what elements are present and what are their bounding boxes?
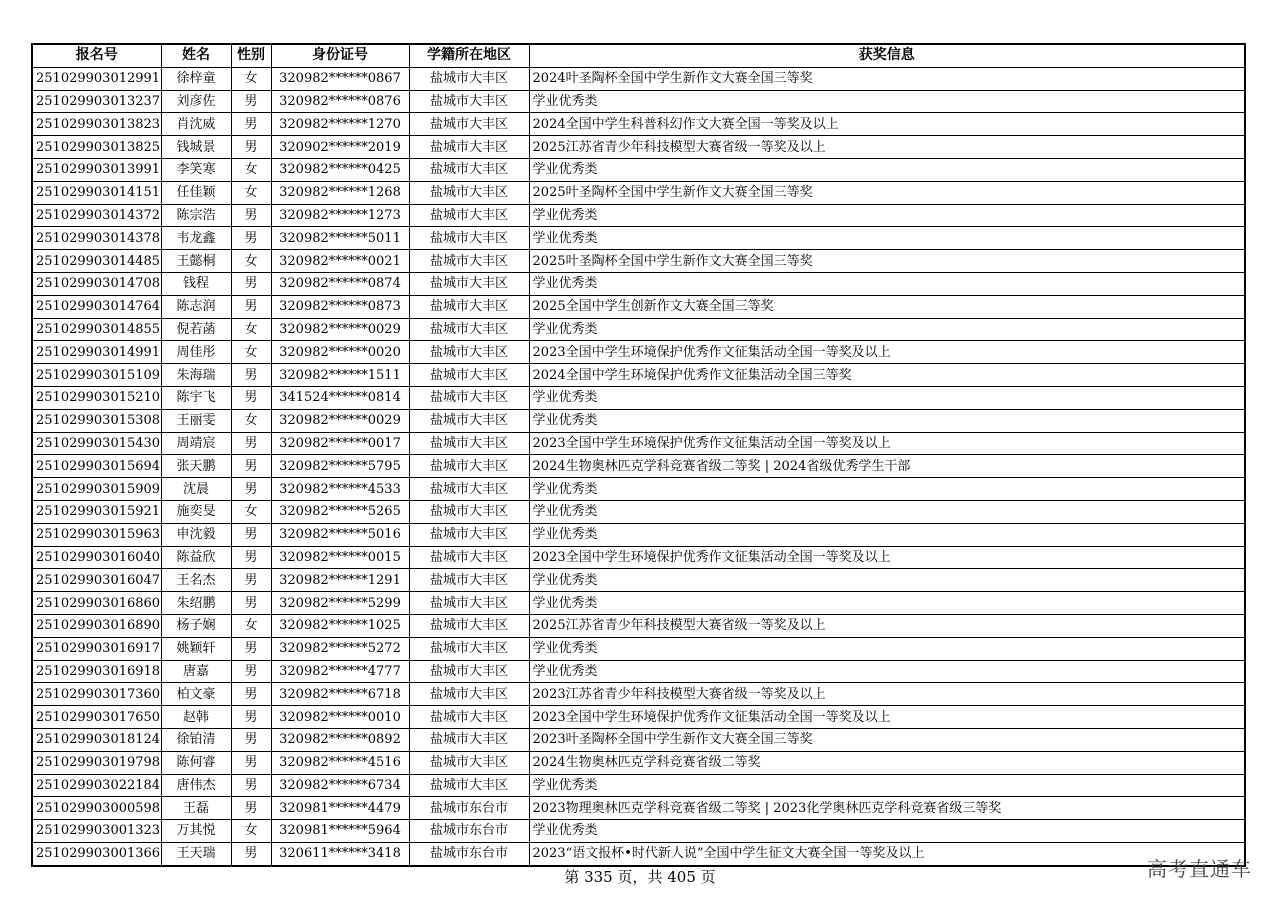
table-row — [32, 683, 1245, 706]
cell-id-number: 320982******5272 — [271, 637, 409, 660]
header-id-number: 身份证号 — [271, 44, 409, 67]
table-row — [32, 318, 1245, 341]
cell-award-info: 2023物理奥林匹克学科竞赛省级二等奖 | 2023化学奥林匹克学科竞赛省级三等奖 — [529, 797, 1245, 820]
cell-name: 朱绍鹏 — [161, 592, 231, 615]
cell-registration-no: 251029903015430 — [32, 432, 161, 455]
cell-registration-no: 251029903015909 — [32, 478, 161, 501]
cell-id-number: 320982******5016 — [271, 523, 409, 546]
cell-registration-no: 251029903017650 — [32, 706, 161, 729]
cell-gender: 男 — [231, 842, 271, 865]
cell-region: 盐城市大丰区 — [409, 774, 529, 797]
cell-gender: 男 — [231, 295, 271, 318]
cell-region: 盐城市大丰区 — [409, 227, 529, 250]
cell-award-info: 2024全国中学生科普科幻作文大赛全国一等奖及以上 — [529, 113, 1245, 136]
cell-region: 盐城市东台市 — [409, 820, 529, 843]
cell-gender: 女 — [231, 820, 271, 843]
cell-id-number: 320982******4533 — [271, 478, 409, 501]
cell-registration-no: 251029903015308 — [32, 409, 161, 432]
cell-award-info: 2025江苏省青少年科技模型大赛省级一等奖及以上 — [529, 136, 1245, 159]
page-number-footer: 第 335 页，共 405 页 — [564, 868, 716, 886]
cell-id-number: 320902******2019 — [271, 136, 409, 159]
cell-registration-no: 251029903018124 — [32, 728, 161, 751]
table-row — [32, 136, 1245, 159]
cell-registration-no: 251029903014485 — [32, 250, 161, 273]
cell-region: 盐城市大丰区 — [409, 181, 529, 204]
cell-gender: 男 — [231, 637, 271, 660]
cell-award-info: 2023全国中学生环境保护优秀作文征集活动全国一等奖及以上 — [529, 432, 1245, 455]
cell-id-number: 320982******0425 — [271, 158, 409, 181]
table-row — [32, 614, 1245, 637]
cell-award-info: 2023叶圣陶杯全国中学生新作文大赛全国三等奖 — [529, 728, 1245, 751]
cell-id-number: 320982******0874 — [271, 272, 409, 295]
cell-registration-no: 251029903016047 — [32, 569, 161, 592]
cell-gender: 男 — [231, 660, 271, 683]
table-row — [32, 500, 1245, 523]
cell-gender: 男 — [231, 751, 271, 774]
cell-award-info: 2024生物奥林匹克学科竞赛省级二等奖 | 2024省级优秀学生干部 — [529, 455, 1245, 478]
cell-region: 盐城市大丰区 — [409, 592, 529, 615]
cell-region: 盐城市大丰区 — [409, 683, 529, 706]
cell-registration-no: 251029903001323 — [32, 820, 161, 843]
cell-region: 盐城市大丰区 — [409, 204, 529, 227]
cell-region: 盐城市大丰区 — [409, 455, 529, 478]
cell-gender: 男 — [231, 227, 271, 250]
cell-region: 盐城市大丰区 — [409, 546, 529, 569]
cell-id-number: 320982******0029 — [271, 409, 409, 432]
cell-name: 陈何睿 — [161, 751, 231, 774]
cell-award-info: 学业优秀类 — [529, 204, 1245, 227]
cell-name: 陈益欣 — [161, 546, 231, 569]
cell-name: 肖沈威 — [161, 113, 231, 136]
cell-region: 盐城市大丰区 — [409, 432, 529, 455]
cell-name: 王名杰 — [161, 569, 231, 592]
cell-gender: 男 — [231, 569, 271, 592]
table-row — [32, 158, 1245, 181]
cell-region: 盐城市大丰区 — [409, 706, 529, 729]
cell-registration-no: 251029903014991 — [32, 341, 161, 364]
cell-gender: 男 — [231, 797, 271, 820]
cell-gender: 男 — [231, 728, 271, 751]
cell-registration-no: 251029903022184 — [32, 774, 161, 797]
cell-region: 盐城市大丰区 — [409, 523, 529, 546]
cell-award-info: 学业优秀类 — [529, 90, 1245, 113]
cell-id-number: 320982******1270 — [271, 113, 409, 136]
cell-name: 唐嘉 — [161, 660, 231, 683]
cell-registration-no: 251029903000598 — [32, 797, 161, 820]
cell-registration-no: 251029903014708 — [32, 272, 161, 295]
cell-id-number: 320982******0021 — [271, 250, 409, 273]
cell-registration-no: 251029903013825 — [32, 136, 161, 159]
cell-name: 王丽雯 — [161, 409, 231, 432]
cell-registration-no: 251029903016890 — [32, 614, 161, 637]
cell-name: 姚颖轩 — [161, 637, 231, 660]
cell-name: 赵韩 — [161, 706, 231, 729]
cell-id-number: 320982******0017 — [271, 432, 409, 455]
cell-region: 盐城市大丰区 — [409, 295, 529, 318]
cell-name: 唐伟杰 — [161, 774, 231, 797]
cell-region: 盐城市大丰区 — [409, 341, 529, 364]
header-registration-no: 报名号 — [32, 44, 161, 67]
cell-award-info: 2025叶圣陶杯全国中学生新作文大赛全国三等奖 — [529, 250, 1245, 273]
cell-region: 盐城市大丰区 — [409, 500, 529, 523]
cell-name: 韦龙鑫 — [161, 227, 231, 250]
cell-region: 盐城市大丰区 — [409, 90, 529, 113]
cell-registration-no: 251029903014378 — [32, 227, 161, 250]
table-row — [32, 341, 1245, 364]
cell-award-info: 2023全国中学生环境保护优秀作文征集活动全国一等奖及以上 — [529, 706, 1245, 729]
cell-name: 倪若菡 — [161, 318, 231, 341]
cell-registration-no: 251029903016917 — [32, 637, 161, 660]
cell-award-info: 学业优秀类 — [529, 569, 1245, 592]
cell-name: 朱海瑞 — [161, 364, 231, 387]
awards-table — [31, 43, 1246, 867]
cell-gender: 女 — [231, 67, 271, 90]
cell-gender: 女 — [231, 250, 271, 273]
cell-id-number: 320982******5265 — [271, 500, 409, 523]
cell-id-number: 320982******0873 — [271, 295, 409, 318]
cell-id-number: 320982******1025 — [271, 614, 409, 637]
cell-id-number: 320611******3418 — [271, 842, 409, 865]
cell-award-info: 学业优秀类 — [529, 660, 1245, 683]
header-gender: 性别 — [231, 44, 271, 67]
table-row — [32, 455, 1245, 478]
cell-registration-no: 251029903015210 — [32, 386, 161, 409]
table-row — [32, 706, 1245, 729]
table-row — [32, 113, 1245, 136]
cell-gender: 女 — [231, 158, 271, 181]
cell-award-info: 学业优秀类 — [529, 318, 1245, 341]
cell-name: 柏文豪 — [161, 683, 231, 706]
table-row — [32, 181, 1245, 204]
cell-id-number: 320982******0020 — [271, 341, 409, 364]
header-name: 姓名 — [161, 44, 231, 67]
cell-award-info: 学业优秀类 — [529, 227, 1245, 250]
cell-registration-no: 251029903014151 — [32, 181, 161, 204]
table-row — [32, 227, 1245, 250]
cell-region: 盐城市大丰区 — [409, 728, 529, 751]
cell-gender: 男 — [231, 455, 271, 478]
table-row — [32, 250, 1245, 273]
cell-award-info: 学业优秀类 — [529, 409, 1245, 432]
cell-region: 盐城市大丰区 — [409, 569, 529, 592]
table-row — [32, 660, 1245, 683]
cell-gender: 男 — [231, 478, 271, 501]
cell-id-number: 341524******0814 — [271, 386, 409, 409]
cell-gender: 男 — [231, 364, 271, 387]
cell-region: 盐城市大丰区 — [409, 158, 529, 181]
cell-region: 盐城市大丰区 — [409, 637, 529, 660]
cell-award-info: 学业优秀类 — [529, 158, 1245, 181]
cell-id-number: 320982******4516 — [271, 751, 409, 774]
cell-registration-no: 251029903016860 — [32, 592, 161, 615]
cell-name: 王天瑞 — [161, 842, 231, 865]
cell-registration-no: 251029903001366 — [32, 842, 161, 865]
cell-gender: 男 — [231, 90, 271, 113]
watermark-text: 高考直通车 — [1147, 857, 1252, 881]
cell-registration-no: 251029903017360 — [32, 683, 161, 706]
cell-gender: 女 — [231, 614, 271, 637]
header-award-info: 获奖信息 — [529, 44, 1245, 67]
cell-name: 陈宗浩 — [161, 204, 231, 227]
cell-region: 盐城市大丰区 — [409, 409, 529, 432]
cell-region: 盐城市大丰区 — [409, 386, 529, 409]
cell-award-info: 2024生物奥林匹克学科竞赛省级二等奖 — [529, 751, 1245, 774]
cell-name: 陈志润 — [161, 295, 231, 318]
cell-registration-no: 251029903014764 — [32, 295, 161, 318]
cell-name: 申沈毅 — [161, 523, 231, 546]
cell-registration-no: 251029903013237 — [32, 90, 161, 113]
cell-registration-no: 251029903012991 — [32, 67, 161, 90]
cell-name: 王磊 — [161, 797, 231, 820]
cell-award-info: 2025全国中学生创新作文大赛全国三等奖 — [529, 295, 1245, 318]
cell-region: 盐城市大丰区 — [409, 751, 529, 774]
cell-name: 王懿桐 — [161, 250, 231, 273]
cell-gender: 女 — [231, 341, 271, 364]
cell-registration-no: 251029903014372 — [32, 204, 161, 227]
cell-gender: 男 — [231, 546, 271, 569]
cell-id-number: 320981******4479 — [271, 797, 409, 820]
cell-gender: 男 — [231, 774, 271, 797]
cell-name: 万其悦 — [161, 820, 231, 843]
cell-region: 盐城市大丰区 — [409, 250, 529, 273]
cell-region: 盐城市大丰区 — [409, 67, 529, 90]
table-row — [32, 523, 1245, 546]
cell-registration-no: 251029903019798 — [32, 751, 161, 774]
cell-gender: 男 — [231, 706, 271, 729]
cell-id-number: 320982******5299 — [271, 592, 409, 615]
cell-region: 盐城市大丰区 — [409, 318, 529, 341]
cell-registration-no: 251029903015921 — [32, 500, 161, 523]
cell-registration-no: 251029903015694 — [32, 455, 161, 478]
cell-name: 刘彦佐 — [161, 90, 231, 113]
cell-id-number: 320982******1511 — [271, 364, 409, 387]
cell-id-number: 320982******1273 — [271, 204, 409, 227]
cell-region: 盐城市大丰区 — [409, 113, 529, 136]
cell-id-number: 320981******5964 — [271, 820, 409, 843]
cell-region: 盐城市大丰区 — [409, 478, 529, 501]
cell-region: 盐城市大丰区 — [409, 614, 529, 637]
table-row — [32, 204, 1245, 227]
cell-award-info: 2023“语文报杯•时代新人说”全国中学生征文大赛全国一等奖及以上 — [529, 842, 1245, 865]
cell-award-info: 学业优秀类 — [529, 637, 1245, 660]
cell-name: 李笑寒 — [161, 158, 231, 181]
table-row — [32, 546, 1245, 569]
cell-award-info: 2023江苏省青少年科技模型大赛省级一等奖及以上 — [529, 683, 1245, 706]
cell-registration-no: 251029903014855 — [32, 318, 161, 341]
cell-name: 杨子娴 — [161, 614, 231, 637]
cell-registration-no: 251029903013991 — [32, 158, 161, 181]
cell-name: 钱程 — [161, 272, 231, 295]
cell-name: 陈宇飞 — [161, 386, 231, 409]
cell-gender: 男 — [231, 523, 271, 546]
table-header-row — [32, 44, 1245, 67]
table-row — [32, 478, 1245, 501]
table-row — [32, 569, 1245, 592]
cell-registration-no: 251029903016918 — [32, 660, 161, 683]
table-row — [32, 797, 1245, 820]
cell-name: 任佳颖 — [161, 181, 231, 204]
table-row — [32, 432, 1245, 455]
cell-award-info: 2023全国中学生环境保护优秀作文征集活动全国一等奖及以上 — [529, 546, 1245, 569]
cell-award-info: 2025叶圣陶杯全国中学生新作文大赛全国三等奖 — [529, 181, 1245, 204]
cell-name: 徐梓童 — [161, 67, 231, 90]
cell-award-info: 2023全国中学生环境保护优秀作文征集活动全国一等奖及以上 — [529, 341, 1245, 364]
cell-gender: 女 — [231, 318, 271, 341]
cell-region: 盐城市大丰区 — [409, 364, 529, 387]
cell-registration-no: 251029903015109 — [32, 364, 161, 387]
cell-gender: 男 — [231, 272, 271, 295]
cell-gender: 男 — [231, 136, 271, 159]
table-row — [32, 637, 1245, 660]
cell-gender: 男 — [231, 386, 271, 409]
cell-award-info: 学业优秀类 — [529, 386, 1245, 409]
cell-gender: 女 — [231, 500, 271, 523]
cell-name: 徐铂清 — [161, 728, 231, 751]
cell-region: 盐城市大丰区 — [409, 136, 529, 159]
cell-gender: 男 — [231, 113, 271, 136]
cell-id-number: 320982******0015 — [271, 546, 409, 569]
table-row — [32, 728, 1245, 751]
cell-gender: 女 — [231, 409, 271, 432]
cell-award-info: 学业优秀类 — [529, 592, 1245, 615]
cell-id-number: 320982******0029 — [271, 318, 409, 341]
table-row — [32, 751, 1245, 774]
cell-award-info: 学业优秀类 — [529, 272, 1245, 295]
table-row — [32, 386, 1245, 409]
cell-award-info: 学业优秀类 — [529, 820, 1245, 843]
cell-id-number: 320982******5011 — [271, 227, 409, 250]
cell-id-number: 320982******6734 — [271, 774, 409, 797]
cell-award-info: 2025江苏省青少年科技模型大赛省级一等奖及以上 — [529, 614, 1245, 637]
cell-award-info: 2024叶圣陶杯全国中学生新作文大赛全国三等奖 — [529, 67, 1245, 90]
cell-region: 盐城市大丰区 — [409, 272, 529, 295]
cell-name: 钱城景 — [161, 136, 231, 159]
table-body — [32, 67, 1245, 865]
cell-id-number: 320982******0876 — [271, 90, 409, 113]
cell-award-info: 学业优秀类 — [529, 774, 1245, 797]
cell-id-number: 320982******0867 — [271, 67, 409, 90]
cell-id-number: 320982******4777 — [271, 660, 409, 683]
cell-gender: 男 — [231, 432, 271, 455]
table-row — [32, 820, 1245, 843]
cell-id-number: 320982******1291 — [271, 569, 409, 592]
cell-region: 盐城市大丰区 — [409, 660, 529, 683]
cell-region: 盐城市东台市 — [409, 842, 529, 865]
table-row — [32, 774, 1245, 797]
table-row — [32, 364, 1245, 387]
cell-gender: 男 — [231, 204, 271, 227]
table-row — [32, 90, 1245, 113]
header-region: 学籍所在地区 — [409, 44, 529, 67]
cell-registration-no: 251029903016040 — [32, 546, 161, 569]
cell-name: 张天鹏 — [161, 455, 231, 478]
cell-id-number: 320982******6718 — [271, 683, 409, 706]
cell-name: 周佳彤 — [161, 341, 231, 364]
cell-registration-no: 251029903013823 — [32, 113, 161, 136]
cell-award-info: 学业优秀类 — [529, 478, 1245, 501]
cell-id-number: 320982******0892 — [271, 728, 409, 751]
table-row — [32, 409, 1245, 432]
cell-id-number: 320982******5795 — [271, 455, 409, 478]
cell-gender: 女 — [231, 181, 271, 204]
table-row — [32, 842, 1245, 865]
table-row — [32, 592, 1245, 615]
table-row — [32, 295, 1245, 318]
cell-award-info: 2024全国中学生环境保护优秀作文征集活动全国三等奖 — [529, 364, 1245, 387]
cell-registration-no: 251029903015963 — [32, 523, 161, 546]
cell-name: 沈晨 — [161, 478, 231, 501]
cell-gender: 男 — [231, 683, 271, 706]
cell-award-info: 学业优秀类 — [529, 500, 1245, 523]
cell-name: 施奕旻 — [161, 500, 231, 523]
cell-gender: 男 — [231, 592, 271, 615]
table-row — [32, 272, 1245, 295]
cell-award-info: 学业优秀类 — [529, 523, 1245, 546]
cell-id-number: 320982******1268 — [271, 181, 409, 204]
cell-region: 盐城市东台市 — [409, 797, 529, 820]
cell-name: 周靖宸 — [161, 432, 231, 455]
table-row — [32, 67, 1245, 90]
cell-id-number: 320982******0010 — [271, 706, 409, 729]
